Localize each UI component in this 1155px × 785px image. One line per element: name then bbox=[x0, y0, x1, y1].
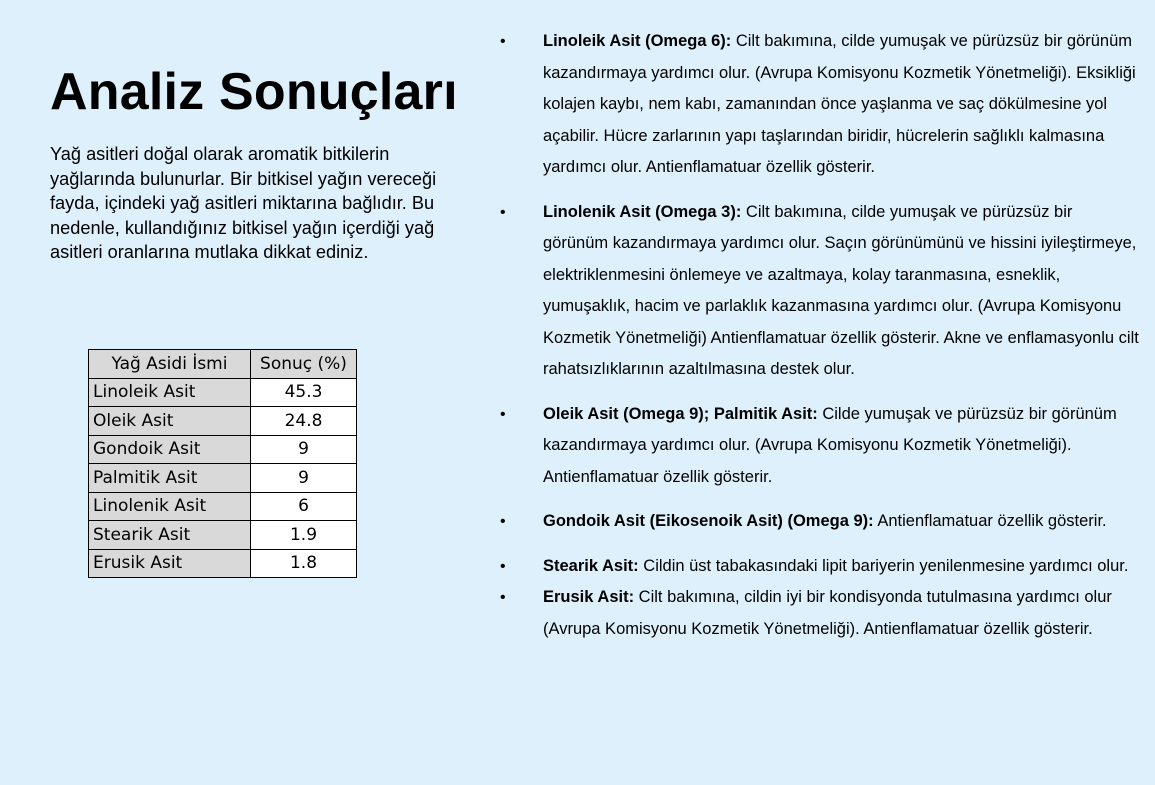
list-item-heading: Gondoik Asit (Eikosenoik Asit) (Omega 9): bbox=[543, 512, 874, 530]
table-row bbox=[89, 407, 357, 436]
list-item-text: Cilde yumuşak ve pürüzsüz bir görünüm kazandırmaya yardımcı olur. (Avrupa Komisyonu Kozmetik Yönetmeliği). Antienflamatuar özellik gösterir. bbox=[543, 404, 1117, 486]
table-header-row bbox=[89, 350, 357, 379]
list-item bbox=[500, 399, 1140, 494]
table-row bbox=[89, 492, 357, 521]
acid-name-cell: Linolenik Asit bbox=[89, 492, 251, 521]
list-item-heading: Oleik Asit (Omega 9); Palmitik Asit: bbox=[543, 404, 818, 423]
acid-name-cell: Palmitik Asit bbox=[89, 464, 251, 493]
list-item-heading: Linolenik Asit (Omega 3): bbox=[543, 202, 742, 221]
intro-paragraph: Yağ asitleri doğal olarak aromatik bitkilerin yağlarında bulunurlar. Bir bitkisel yağın vereceği fayda, içindeki yağ asitleri miktarına bağlıdır. Bu nedenle, kullandığınız bitkisel yağın içerdiği yağ asitleri oranlarına mutlaka dikkat ediniz. bbox=[50, 144, 437, 262]
list-item-text: Cildin üst tabakasındaki lipit bariyerin yenilenmesine yardımcı olur. bbox=[638, 556, 1129, 575]
acid-name-cell: Erusik Asit bbox=[89, 549, 251, 578]
acid-name-cell: Stearik Asit bbox=[89, 521, 251, 550]
list-item-text: Cilt bakımına, cildin iyi bir kondisyonda tutulmasına yardımcı olur (Avrupa Komisyonu Kozmetik Yönetmeliği). Antienflamatuar özellik gösterir. bbox=[543, 588, 1112, 638]
table-row bbox=[89, 435, 357, 464]
bullet-icon: • bbox=[500, 33, 506, 50]
bullet-icon: • bbox=[500, 405, 506, 423]
list-item-text: Cilt bakımına, cilde yumuşak ve pürüzsüz bir görünüm kazandırmaya yardımcı olur. (Avrupa Komisyonu Kozmetik Yönetmeliği). Eksikliği kolajen kaybı, nem kabı, zamanından önce yaşlanma ve saç dökülmesine yol açabilir. Hücre zarlarının yapı taşlarından biridir, hücrelerin sağlıklı kalmasına yardımcı olur. Antienflamatuar özellik gösterir. bbox=[543, 32, 1136, 176]
list-item bbox=[500, 551, 1140, 583]
bullet-icon: • bbox=[500, 203, 506, 221]
table-row bbox=[89, 521, 357, 550]
table-row bbox=[89, 464, 357, 493]
column-header-name: Yağ Asidi İsmi bbox=[89, 350, 251, 379]
bullet-icon: • bbox=[500, 589, 506, 606]
acid-name-cell: Linoleik Asit bbox=[89, 378, 251, 407]
list-item-heading: Stearik Asit: bbox=[543, 556, 639, 575]
fatty-acid-description-list bbox=[500, 26, 1140, 658]
list-item-heading: Linoleik Asit (Omega 6): bbox=[543, 32, 732, 50]
acid-result-cell: 45.3 bbox=[251, 378, 357, 407]
bullet-icon: • bbox=[500, 513, 506, 530]
list-item bbox=[500, 582, 1140, 645]
column-header-result: Sonuç (%) bbox=[251, 350, 357, 379]
acid-result-cell: 24.8 bbox=[251, 407, 357, 436]
bullet-icon: • bbox=[500, 557, 506, 575]
acid-name-cell: Oleik Asit bbox=[89, 407, 251, 436]
list-item bbox=[500, 26, 1140, 184]
list-item bbox=[500, 506, 1140, 538]
acid-result-cell: 9 bbox=[251, 464, 357, 493]
list-item-text: Cilt bakımına, cilde yumuşak ve pürüzsüz bir görünüm kazandırmaya yardımcı olur. Saçın görünümünü ve hissini iyileştirmeye, elektriklenmesini önlemeye ve azaltmaya, kolay taranmasına, esneklik, yumuşaklık, hacim ve parlaklık kazanmasına yardımcı olur. (Avrupa Komisyonu Kozmetik Yönetmeliği) Antienflamatuar özellik gösterir. Akne ve enflamasyonlu cilt rahatsızlıklarının azaltılmasına destek olur. bbox=[543, 202, 1139, 378]
acid-result-cell: 9 bbox=[251, 435, 357, 464]
table-row bbox=[89, 378, 357, 407]
page-title: Analiz Sonuçları bbox=[50, 63, 458, 121]
list-item-text: Antienflamatuar özellik gösterir. bbox=[873, 512, 1107, 530]
fatty-acid-table bbox=[88, 349, 357, 578]
list-item-heading: Erusik Asit: bbox=[543, 588, 635, 606]
acid-result-cell: 6 bbox=[251, 492, 357, 521]
acid-name-cell: Gondoik Asit bbox=[89, 435, 251, 464]
acid-result-cell: 1.9 bbox=[251, 521, 357, 550]
acid-result-cell: 1.8 bbox=[251, 549, 357, 578]
table-row bbox=[89, 549, 357, 578]
list-item bbox=[500, 197, 1140, 386]
